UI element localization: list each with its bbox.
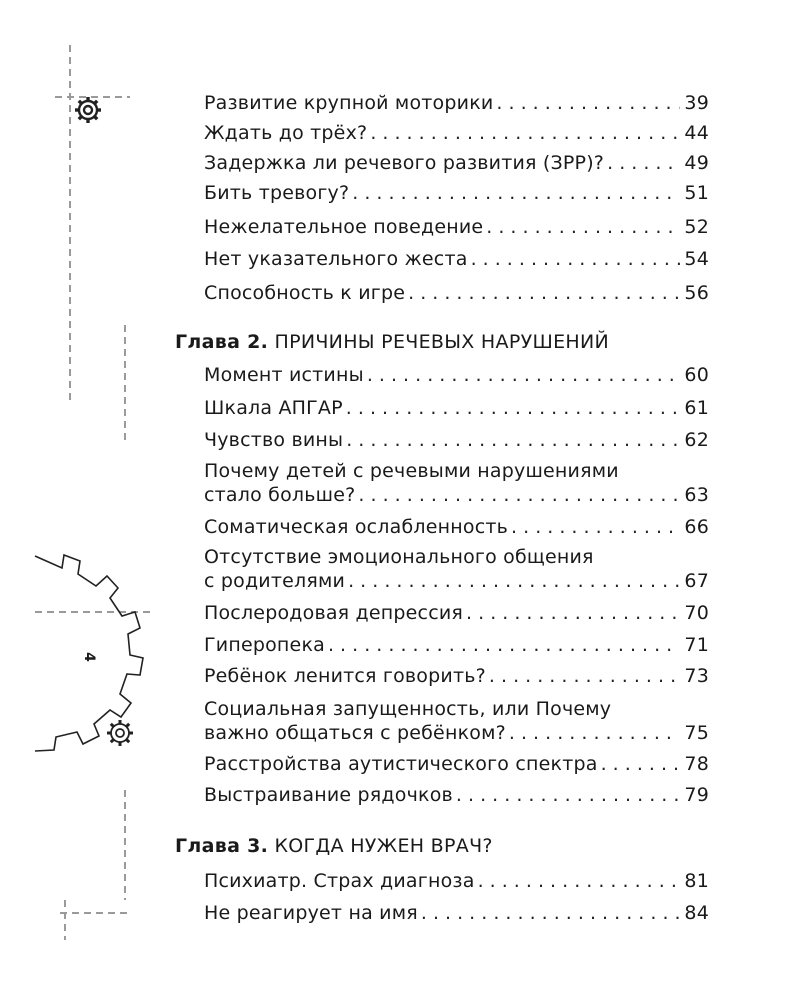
toc-entry-page: 84 [684,902,709,924]
chapter-heading[interactable] [175,330,609,354]
toc-entry-page: 66 [684,516,709,538]
toc-entry-title: Способность к игре [204,282,406,304]
toc-entry[interactable] [204,869,709,893]
toc-entry[interactable] [204,121,709,145]
toc-entry[interactable] [204,151,709,175]
chapter-number: Глава 2. [175,331,269,353]
toc-entry-page: 75 [684,722,709,744]
toc-entry-page: 60 [684,364,709,386]
toc-entry[interactable] [204,633,709,657]
toc-entry[interactable] [204,281,709,305]
toc-entry-title: Расстройства аутистического спектра [204,753,598,775]
toc-entry-page: 70 [684,602,709,624]
toc-entry-title: с родителями [204,570,346,592]
toc-entry[interactable] [204,396,709,420]
toc-entry-title: Не реагирует на имя [204,902,418,924]
toc-entry-page: 39 [684,92,709,114]
toc-entry-page: 79 [684,784,709,806]
toc-entry[interactable] [204,428,709,452]
toc-entry-page: 54 [684,248,709,270]
toc-entry-title: Задержка ли речевого развития (ЗРР)? [204,152,605,174]
toc-entry-title: Гиперопека [204,634,325,656]
toc-entry-page: 78 [684,753,709,775]
toc-entry-title: Ребёнок ленится говорить? [204,665,486,687]
toc-entry-title: Развитие крупной моторики [204,92,494,114]
chapter-title: ПРИЧИНЫ РЕЧЕВЫХ НАРУШЕНИЙ [274,331,609,353]
toc-entry-title: Нежелательное поведение [204,216,484,238]
toc-entry[interactable] [204,601,709,625]
chapter-title: КОГДА НУЖЕН ВРАЧ? [274,835,493,857]
chapter-heading[interactable] [175,834,493,858]
toc-entry-page: 51 [684,182,709,204]
toc-entry-page: 52 [684,216,709,238]
toc-entry[interactable] [204,697,709,745]
toc-entry[interactable] [204,247,709,271]
toc-entry-title: важно общаться с ребёнком? [204,722,506,744]
page-number: 4 [80,652,97,662]
toc-entry-title: Соматическая ослабленность [204,516,509,538]
toc-entry-title: Бить тревогу? [204,182,350,204]
toc-entry-page: 56 [684,282,709,304]
toc-entry-title: Ждать до трёх? [204,122,368,144]
toc-entry-title: Момент истины [204,364,364,386]
toc-entry[interactable] [204,215,709,239]
toc-entry[interactable] [204,515,709,539]
toc-entry[interactable] [204,664,709,688]
toc-entry[interactable] [204,181,709,205]
toc-entry[interactable] [204,783,709,807]
toc-entry-page: 73 [684,665,709,687]
chapter-number: Глава 3. [175,835,269,857]
toc-entry-page: 81 [684,870,709,892]
toc-entry-title: Выстраивание рядочков [204,784,453,806]
toc-entry-page: 49 [684,152,709,174]
toc-entry-page: 44 [684,122,709,144]
toc-entry-title: Нет указательного жеста [204,248,468,270]
toc-entry[interactable] [204,459,709,507]
toc-entry-title-line1: Почему детей с речевыми нарушениями [204,460,619,482]
toc-entry[interactable] [204,752,709,776]
toc-entry-page: 67 [684,570,709,592]
toc-entry-page: 71 [684,634,709,656]
toc-entry-page: 63 [684,484,709,506]
toc-entry-title: Шкала АПГАР [204,397,343,419]
toc-entry[interactable] [204,91,709,115]
toc-entry-title-line1: Отсутствие эмоционального общения [204,546,594,568]
toc-entry-title: Послеродовая депрессия [204,602,464,624]
toc-entry[interactable] [204,363,709,387]
toc-entry-title: Психиатр. Страх диагноза [204,870,475,892]
toc-entry-title-line1: Социальная запущенность, или Почему [204,698,612,720]
toc-entry-title: Чувство вины [204,429,344,451]
toc-entry[interactable] [204,545,709,593]
toc-entry[interactable] [204,901,709,925]
toc-entry-title: стало больше? [204,484,356,506]
toc-entry-page: 62 [684,429,709,451]
toc-entry-page: 61 [684,397,709,419]
